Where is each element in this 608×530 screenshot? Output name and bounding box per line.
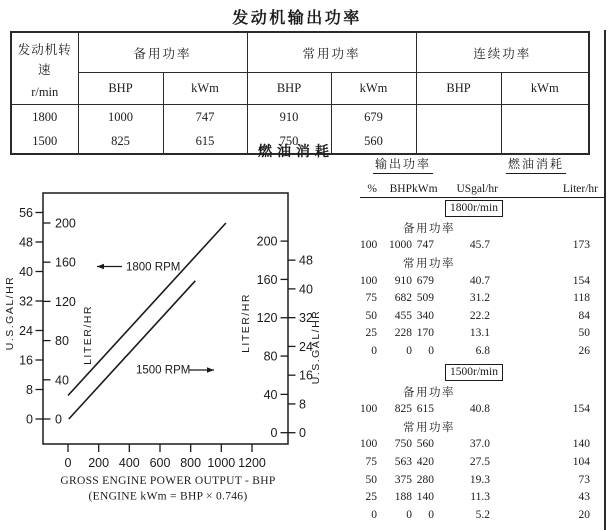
x-tick-label: 600 [149,456,171,470]
right-outer-tick-label: 32 [299,311,313,326]
fuel-table-row [360,436,606,454]
power-table-cell: 1800 [11,105,78,130]
left-outer-tick-label: 16 [19,353,33,368]
group-header-standby-power: 备用功率 [78,32,247,73]
engine-output-power-table [10,31,590,155]
fuel-table-row [360,325,606,343]
fuel-table-cell: 1000 [389,239,412,252]
fuel-table-cell: 560 [416,438,434,451]
left-inner-tick-label: 200 [55,216,76,231]
left-inner-axis-label: LITER/HR [82,305,94,365]
series-line-1800-rpm [68,223,226,396]
right-inner-tick-label: 120 [256,311,278,326]
fuel-table-row [360,289,606,307]
fuel-table-cell: 420 [416,455,434,468]
power-table-cell: 910 [247,105,331,130]
fuel-table-cell: 679 [416,274,434,287]
fuel-table-row [360,453,606,471]
unit-header: kWm [163,73,247,105]
power-category-label: 常用功率 [403,257,455,270]
unit-header: BHP [247,73,331,105]
left-inner-tick-label: 80 [55,334,69,349]
fuel-table-cell: 50 [365,473,377,486]
fuel-table-column-header-row [360,174,606,198]
x-tick-label: 800 [180,456,202,470]
x-tick-label: 200 [88,456,110,470]
fuel-table-cell: 100 [360,239,378,252]
fuel-table-cell: 40.8 [469,403,490,416]
fuel-consumption-table [360,155,606,524]
fuel-table-row [360,237,606,255]
left-outer-tick-label: 32 [19,294,33,309]
fuel-table-cell: 84 [578,309,590,322]
power-table-cell: 679 [331,105,416,130]
rpm-badge: 1500r/min [445,364,503,381]
engine-speed-header-cell [11,32,78,105]
fuel-table-row [360,342,606,360]
power-table-cell: 615 [163,129,247,154]
fuel-table-cell: 750 [394,438,412,451]
fuel-table-cell: 0 [406,344,412,357]
right-outer-tick-label: 16 [299,368,313,383]
annotation-arrowhead [97,264,104,270]
series-line-1500-rpm [69,281,196,419]
unit-header: BHP [416,73,501,105]
fuel-table-cell: 154 [572,274,590,287]
left-inner-tick-label: 0 [55,412,62,427]
fuel-table-cell: 188 [394,491,412,504]
fuel-table-cell: 100 [360,274,378,287]
fuel-table-cell: 173 [572,239,590,252]
rpm-badge: 1800r/min [445,200,503,217]
right-inner-tick-label: 0 [270,426,278,441]
left-outer-tick-label: 24 [19,324,33,338]
x-tick-label: 0 [64,456,72,470]
power-table-cell: 1500 [11,129,78,154]
fuel-table-cell: 19.3 [469,473,490,486]
engine-speed-unit: r/min [31,85,59,99]
fuel-table-row [360,307,606,325]
left-outer-tick-label: 48 [19,235,33,250]
fuel-table-cell: 910 [394,274,412,287]
fuel-table-cell: 118 [573,292,590,305]
power-table-cell [501,105,589,130]
fuel-table-fuel-header: 燃油消耗 [506,155,566,174]
power-table-cell: 825 [78,129,163,154]
fuel-table-cell: 100 [360,403,378,416]
power-table-cell [416,105,501,130]
left-inner-tick-label: 40 [55,373,69,388]
x-tick-label: 1000 [207,456,236,470]
right-outer-axis-label: U.S.GAL/HR [310,309,322,385]
left-outer-tick-label: 56 [19,206,33,220]
fuel-table-row [360,400,606,418]
fuel-table-group-header-row [360,155,606,174]
right-inner-tick-label: 200 [256,234,278,249]
power-table-cell: 750 [247,129,331,154]
fuel-table-cell: 22.2 [469,309,490,322]
right-outer-tick-label: 24 [299,339,313,354]
fuel-table-row [360,272,606,290]
fuel-table-cell: 100 [360,438,378,451]
fuel-table-column-header: % [367,183,377,195]
fuel-table-cell: 37.0 [469,438,490,451]
fuel-table-cell: 563 [394,455,412,468]
engine-speed-label: 发动机转速 [17,43,72,77]
page-edge-line [604,30,606,530]
fuel-table-cell: 0 [428,508,434,521]
fuel-table-cell: 0 [406,508,412,521]
rpm-section-row [360,198,606,219]
series-annotation-label: 1500 RPM [136,364,191,377]
left-outer-tick-label: 40 [19,265,33,279]
fuel-table-cell: 43 [578,491,590,504]
group-header-prime-power: 常用功率 [247,32,416,73]
right-outer-tick-label: 8 [299,397,306,412]
fuel-table-column-header: BHP [389,183,412,195]
right-outer-tick-label: 40 [299,282,313,297]
fuel-table-cell: 25 [365,491,377,504]
right-outer-tick-label: 48 [299,253,313,268]
fuel-table-cell: 50 [578,327,590,340]
fuel-table-cell: 154 [572,403,590,416]
left-outer-tick-label: 8 [26,383,33,397]
unit-header: BHP [78,73,163,105]
fuel-table-cell: 75 [365,455,377,468]
power-table-cell: 1000 [78,105,163,130]
fuel-table-cell: 45.7 [469,239,490,252]
left-outer-axis-label: U.S.GAL/HR [4,275,16,351]
power-table-group-header-row [11,32,589,73]
right-inner-tick-label: 80 [263,349,278,364]
series-annotation-label: 1800 RPM [126,261,181,274]
x-axis-label-line1: GROSS ENGINE POWER OUTPUT - BHP [60,475,276,487]
fuel-table-cell: 6.8 [475,344,490,357]
fuel-table-cell: 11.3 [470,491,490,504]
fuel-table-cell: 228 [394,327,412,340]
fuel-table-body [360,198,606,524]
fuel-table-row [360,488,606,506]
power-category-label: 备用功率 [403,222,455,235]
fuel-table-cell: 0 [371,344,377,357]
group-header-continuous-power: 连续功率 [416,32,589,73]
left-outer-tick-label: 0 [26,412,33,427]
plot-frame [43,193,288,444]
fuel-consumption-title: 燃油消耗 [258,145,334,160]
unit-header: kWm [331,73,416,105]
power-table-cell: 560 [331,129,416,154]
unit-header: kWm [501,73,589,105]
fuel-table-row [360,471,606,489]
fuel-table-cell: 140 [416,491,434,504]
fuel-table-cell: 375 [394,473,412,486]
left-inner-tick-label: 120 [55,294,76,309]
fuel-table-cell: 26 [578,344,590,357]
fuel-table-cell: 280 [416,473,434,486]
fuel-table-cell: 73 [578,473,590,486]
fuel-table-row [360,506,606,524]
left-inner-tick-label: 160 [55,255,76,270]
fuel-table-cell: 75 [365,292,377,305]
power-table-unit-header-row [11,73,589,105]
fuel-table-cell: 104 [572,455,590,468]
fuel-table-cell: 27.5 [469,455,490,468]
fuel-table-cell: 40.7 [469,274,490,287]
fuel-table-cell: 31.2 [469,292,490,305]
fuel-table-output-power-header: 输出功率 [373,155,433,174]
right-inner-tick-label: 40 [263,387,278,402]
fuel-table-cell: 682 [394,292,412,305]
fuel-table-cell: 20 [578,508,590,521]
fuel-table-cell: 615 [416,403,434,416]
rpm-section-row [360,362,606,383]
fuel-table-cell: 825 [394,403,412,416]
x-tick-label: 1200 [238,456,266,470]
power-table-cell: 747 [163,105,247,130]
fuel-table-cell: 25 [365,327,377,340]
power-table-row [11,105,589,130]
fuel-table-cell: 747 [416,239,434,252]
fuel-table-cell: 509 [416,292,434,305]
fuel-table-cell: 5.2 [475,508,490,521]
power-category-label: 常用功率 [403,421,455,434]
power-category-label: 备用功率 [403,386,455,399]
fuel-table-cell: 140 [572,438,590,451]
fuel-table-column-header: Liter/hr [562,183,598,195]
x-tick-label: 400 [118,456,140,470]
right-outer-tick-label: 0 [299,426,306,441]
x-axis-label-line2: (ENGINE kWm = BHP × 0.746) [88,490,248,503]
fuel-table-cell: 340 [416,309,434,322]
right-inner-tick-label: 160 [256,272,278,287]
fuel-table-column-header: USgal/hr [456,183,498,195]
right-inner-axis-label: LITER/HR [240,293,252,353]
fuel-table-cell: 0 [371,508,377,521]
annotation-arrowhead [207,367,214,373]
fuel-table-cell: 455 [394,309,412,322]
fuel-table-column-header: kWm [412,183,438,195]
fuel-table-cell: 50 [365,309,377,322]
fuel-table-cell: 170 [416,327,434,340]
fuel-table-cell: 13.1 [469,327,490,340]
fuel-table-cell: 0 [428,344,434,357]
page-title: 发动机输出功率 [232,10,362,27]
